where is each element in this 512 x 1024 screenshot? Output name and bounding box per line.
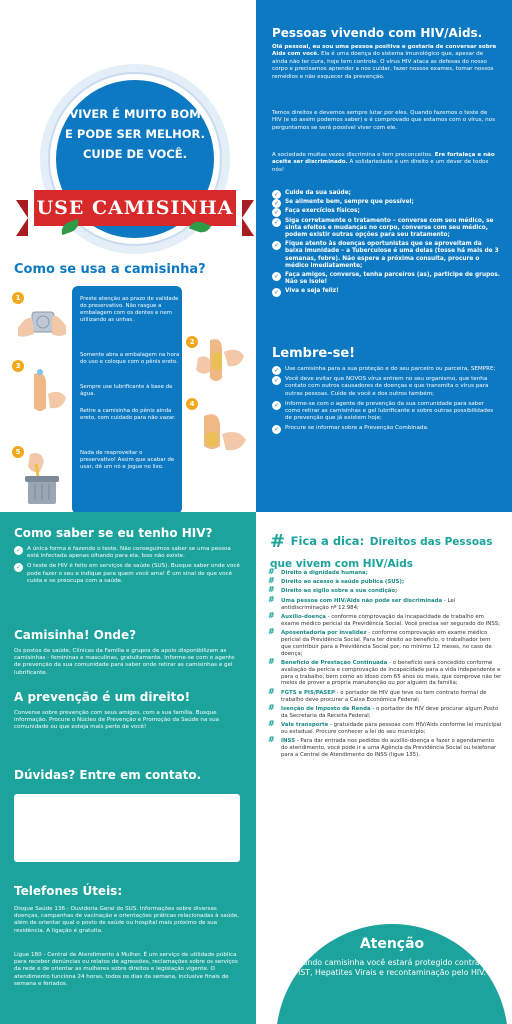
check-text: Cuide da sua saúde; xyxy=(285,190,351,196)
check-text: Faça exercícios físicos; xyxy=(285,208,360,215)
step-text-4: Retire a camisinha do pênis ainda ereto, com cuidado para não vazar. xyxy=(80,408,176,421)
right-title: Benefício de Prestação Continuada xyxy=(281,659,388,666)
step-number-2: 2 xyxy=(186,336,198,348)
open-package-illustration xyxy=(14,298,70,348)
right-title: Vale transporte xyxy=(281,721,329,728)
right-description: - o portador de HIV que teve ou tem contrato formal de trabalho deve procurar a Caixa Econômica Federal; xyxy=(281,689,487,703)
hashtag-icon: # xyxy=(268,626,275,636)
hashtag-icon: # xyxy=(268,567,275,576)
check-icon: ✓ xyxy=(273,426,280,434)
list-item xyxy=(268,702,502,720)
step-number-4: 4 xyxy=(186,398,198,410)
list-item xyxy=(272,218,500,240)
list-item xyxy=(268,686,502,704)
hiv-paragraph-3 xyxy=(272,152,498,174)
rights-title-big: Fica a dica: xyxy=(290,534,365,548)
list-item xyxy=(268,594,502,612)
right-title: Direito ao sigilo sobre a sua condição; xyxy=(281,588,398,595)
test-text: A única forma é fazendo o teste. Não conseguimos saber se uma pessoa está infectada apenas olhando para ela. Isso não existe. xyxy=(27,546,231,560)
hiv-paragraph-1 xyxy=(272,44,498,81)
contact-box xyxy=(14,794,240,862)
rights-list xyxy=(268,567,502,761)
lembre-title: Lembre-se! xyxy=(272,346,356,361)
attention-text: Usando camisinha você estará protegido contra as IST, Hepatites Virais e recontaminação pelo HIV. xyxy=(292,958,492,978)
check-icon: ✓ xyxy=(273,289,280,297)
right-title: Isenção de Imposto de Renda xyxy=(281,705,371,712)
prevencao-text: Converse sobre prevenção com seus amigos, com a sua família. Busque informação. Procure o Núcleo de Prevenção e Promoção da Saúde na sua comunidade ou que esteja mais perto de você! xyxy=(14,710,220,731)
list-item xyxy=(14,563,244,585)
hashtag-icon: # xyxy=(268,576,275,586)
lembre-text: Informe-se com o agente de prevenção da sua comunidade para saber como retirar as camisinhas e gel lubrificante e sobre outras possibilidades de prevenção que já existem hoje; xyxy=(285,400,494,422)
check-text: Viva e seja feliz! xyxy=(285,288,339,295)
check-icon: ✓ xyxy=(15,547,22,554)
hashtag-icon: # xyxy=(268,702,275,712)
test-list xyxy=(14,546,244,588)
step-text-3: Sempre use lubrificante à base de água. xyxy=(80,384,173,397)
list-item xyxy=(272,376,500,398)
check-icon: ✓ xyxy=(273,367,280,374)
list-item xyxy=(268,735,502,759)
lembre-text: Procure se informar sobre a Prevenção Combinada. xyxy=(285,425,429,432)
panel-testing-and-contacts xyxy=(0,512,256,1024)
lubricant-illustration xyxy=(14,364,70,420)
hashtag-icon: # xyxy=(268,585,275,595)
list-item xyxy=(272,241,500,270)
rights-title xyxy=(270,530,500,571)
step-number-5: 5 xyxy=(12,446,24,458)
right-title: FGTS e PIS/PASEP xyxy=(281,689,335,696)
duvidas-title: Dúvidas? Entre em contato. xyxy=(14,768,202,782)
list-item xyxy=(272,366,500,373)
check-text: Faça amigos, converse, tenha parceiros (as), participe de grupos. Não se isole! xyxy=(285,272,500,286)
list-item xyxy=(268,585,502,595)
step-text-2: Somente abra a embalagem na hora do uso e coloque com o pênis ereto. xyxy=(80,352,180,365)
remove-condom-illustration xyxy=(188,402,250,460)
right-title: Aposentadoria por invalidez xyxy=(281,629,367,636)
panel-use-condom xyxy=(0,0,256,512)
list-item xyxy=(268,610,502,628)
prevencao-title: A prevenção é um direito! xyxy=(14,690,191,704)
right-description: - o portador de HIV deve procurar algum Posto da Secretaria da Receita Federal; xyxy=(281,705,499,719)
hiv-p3-end: A solidariedade é um direito e um dever de todos nós! xyxy=(272,159,489,173)
list-item xyxy=(272,199,500,206)
list-item xyxy=(272,190,500,197)
right-description: - gratuidade para pessoas com HIV/Aids conforme lei municipal ou estadual. Procure conhecer a lei do seu município; xyxy=(281,721,502,735)
step-number-3: 3 xyxy=(12,360,24,372)
lembre-list xyxy=(272,366,500,436)
panel-rights xyxy=(256,512,512,1024)
test-title: Como saber se eu tenho HIV? xyxy=(14,526,213,540)
right-description: - conforme comprovação da incapacidade de trabalho em exame médico pericial da Previdência Social. Você precisa ser segurado do INSS; xyxy=(281,613,500,627)
attention-title: Atenção xyxy=(359,936,425,952)
hiv-p3-rest: A sociedade muitas vezes discrimina e tem preconceitos. xyxy=(272,152,433,158)
hashtag-icon: # xyxy=(268,594,275,604)
right-title: Direito à dignidade humana; xyxy=(281,570,368,576)
hiv-paragraph-2: Temos direitos e devemos sempre lutar por eles. Quando fazemos o teste de HIV (e só assim podemos saber) e é comprovado que estamos com o vírus, nos perguntamos se será possível viver com ele. xyxy=(272,110,496,131)
lembre-text: Use camisinha para a sua proteção e do seu parceiro ou parceira, SEMPRE; xyxy=(285,366,496,372)
hero-line: CUIDE DE VOCÊ. xyxy=(82,147,187,161)
right-description: - Lei antidiscriminação nº 12.984; xyxy=(281,597,456,611)
step-text-5: Nada de reaproveitar o preservativo! Assim que acabar de usar, dê um nó e jogue no lixo. xyxy=(80,450,175,470)
howto-title: Como se usa a camisinha? xyxy=(14,262,206,277)
list-item xyxy=(272,208,500,215)
list-item xyxy=(272,425,500,432)
list-item xyxy=(272,288,500,295)
list-item xyxy=(272,272,500,286)
check-icon: ✓ xyxy=(273,200,280,208)
check-icon: ✓ xyxy=(15,564,22,572)
right-title: Direito ao acesso à saúde pública (SUS); xyxy=(281,579,405,586)
right-title: Auxílio-doença xyxy=(281,613,326,620)
right-title: INSS xyxy=(281,738,296,744)
hashtag-icon: # xyxy=(268,686,275,696)
check-text: Se alimente bem, sempre que possível; xyxy=(285,199,414,206)
step-number-1: 1 xyxy=(12,292,24,304)
list-item xyxy=(272,401,500,423)
right-title: Uma pessoa com HIV/Aids não pode ser discriminada xyxy=(281,597,443,604)
rights-title-sub: Direitos das Pessoas que vivem com HIV/Aids xyxy=(270,536,493,570)
trash-bin-illustration xyxy=(14,450,72,506)
hiv-p1-rest: Ela é uma doença do sistema imunológico que, apesar de ainda não ter cura, hoje tem controle. O vírus HIV ataca as defesas do nosso corpo e precisamos aprender a nos cuidar, fazer nossos exames, tomar nossos remédios e não esquecer da prevenção. xyxy=(272,51,494,80)
list-item xyxy=(268,626,502,658)
list-item xyxy=(14,546,244,560)
hashtag-icon: # xyxy=(270,531,286,552)
check-text: Siga corretamente o tratamento – converse com seu médico, se sinta efeitos e mudanças no corpo, converse com seu médico, podem existir outras opções para seu tratamento; xyxy=(285,217,494,239)
check-icon: ✓ xyxy=(273,377,280,385)
check-icon: ✓ xyxy=(273,273,280,281)
list-item xyxy=(268,656,502,688)
check-icon: ✓ xyxy=(273,242,280,250)
check-icon: ✓ xyxy=(273,209,280,217)
list-item xyxy=(268,718,502,736)
use-camisinha-ribbon: USE CAMISINHA xyxy=(34,190,236,226)
hero-line: E PODE SER MELHOR. xyxy=(65,127,205,141)
lembre-text: Você deve evitar que NOVOS vírus entrem no seu organismo, que tenha contato com outros causadores de doenças e que transmita o vírus para outras pessoas. Cuide de você e dos outros também; xyxy=(285,376,489,397)
hashtag-icon: # xyxy=(268,610,275,620)
hero-headline xyxy=(44,104,226,164)
check-icon: ✓ xyxy=(273,401,280,409)
put-on-condom-illustration xyxy=(188,332,250,394)
right-description: - conforme comprovação em exame médico pericial da Previdência Social. Para ter direito ao benefício, o trabalhador tem que contribuir para a Previdência Social por, no mínimo 12 meses, no caso de doença; xyxy=(281,629,492,657)
hiv-p3-bold: Ere fortaleça e não aceite ser discriminado. xyxy=(272,152,495,166)
phone-disque-saude: Disque Saúde 136 - Ouvidoria Geral do SUS. Informações sobre diversas doenças, campanhas de vacinação e orientações práticas relacionadas à saúde, além de orientar qual o posto de saúde ou hospital mais próximo de sua residência. A ligação é gratuita. xyxy=(14,906,240,934)
check-icon: ✓ xyxy=(273,191,280,198)
test-text: O teste de HIV é feito em serviços de saúde (SUS). Busque saber onde você pode fazer o seu e indique para quem você ama! É um sinal de que você cuida e se preocupa com a saúde. xyxy=(27,563,240,584)
check-text: Fique atento às doenças oportunistas que se aproveitam da baixa imunidade – a Tuberculose é uma delas (tosse há mais de 3 semanas, febre). Não espere a próxima consulta, procure o médico imediatamente; xyxy=(285,241,499,269)
right-description: - o benefício será concedido conforme avaliação da perícia e comprovação de incapacidade para a vida independente e para o trabalho, bem como ao idoso com 65 anos ou mais, que comprove não ter meios de prover a própria manutenção ou por alguém da família; xyxy=(281,659,502,687)
check-icon: ✓ xyxy=(273,218,280,226)
step-text-1: Preste atenção ao prazo de validade do preservativo. Não rasgue a embalagem com os dentes e nem utilizando as unhas. xyxy=(80,296,179,323)
hiv-title: Pessoas vivendo com HIV/Aids. xyxy=(272,26,483,40)
right-description: - Para dar entrada nos pedidos do auxílio-doença e fazer o agendamento do atendimento, você pode ir a uma Agência da Previdência Social ou telefonar para a Central de Atendimento do INSS (ligue 135). xyxy=(281,738,497,758)
onde-text: Os postos de saúde, Clínicas da Família e grupos de apoio disponibilizam as camisinhas - femininas e masculinas, gratuitamente. Informe-se com o agente de prevenção da sua comunidade para saber onde retirar as camisinhas e gel lubrificante. xyxy=(14,648,235,676)
hiv-checklist xyxy=(272,190,500,298)
hero-line: VIVER É MUITO BOM xyxy=(69,107,201,121)
phones-title: Telefones Úteis: xyxy=(14,884,123,898)
list-item xyxy=(268,576,502,586)
hashtag-icon: # xyxy=(268,718,275,728)
list-item xyxy=(268,567,502,577)
hiv-p1-bold: Olá pessoal, eu sou uma pessoa positiva e gostaria de conversar sobre Aids com você. xyxy=(272,44,497,58)
phone-ligue-180: Ligue 180 - Central de Atendimento à Mulher. É um serviço de utilidade pública para receber denúncias ou relatos de agressões, reclamações sobre os serviços da rede e de orientar as mulheres sobre direitos e legislação vigente. O atendimento funciona 24 horas, todos os dias da semana, inclusive finais de semana e feriados. xyxy=(14,952,238,987)
onde-title: Camisinha! Onde? xyxy=(14,628,137,642)
panel-living-with-hiv xyxy=(256,0,512,512)
hashtag-icon: # xyxy=(268,656,275,666)
hashtag-icon: # xyxy=(268,735,275,744)
